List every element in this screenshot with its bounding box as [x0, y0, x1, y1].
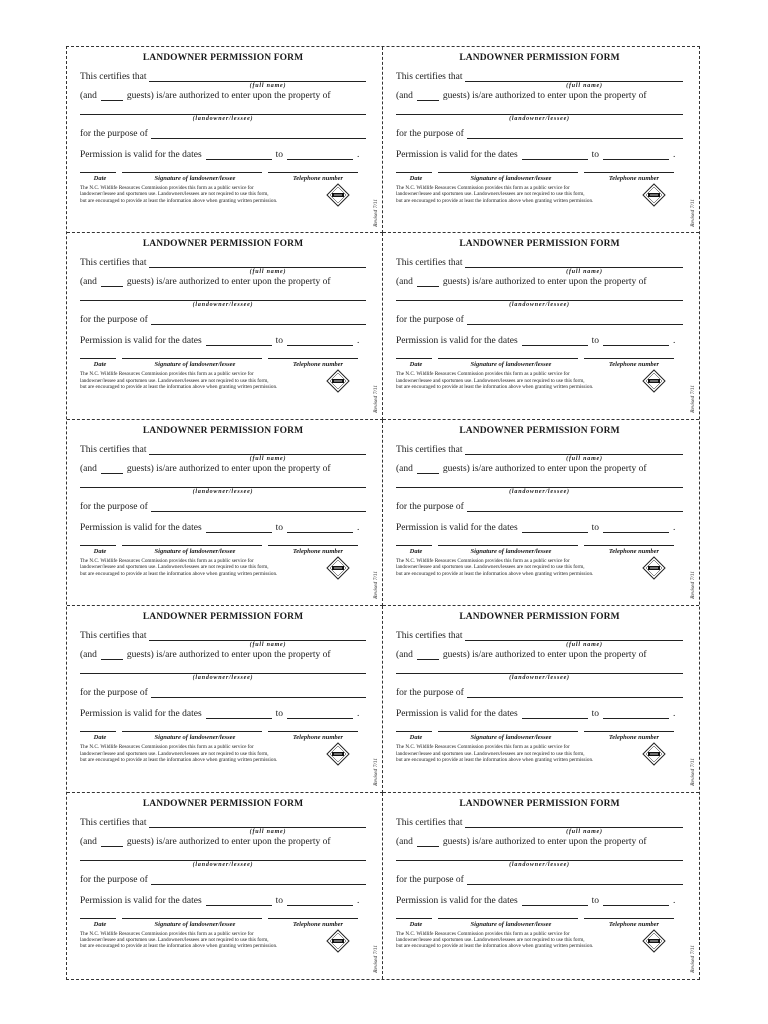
landowner-caption: (landowner/lessee)	[192, 861, 254, 868]
notice-line: The N.C. Wildlife Resources Commission provides this form as a public service for	[80, 371, 254, 378]
landowner-caption: (landowner/lessee)	[192, 302, 254, 309]
ncwrc-diamond-logo-icon	[642, 183, 666, 207]
full-name-caption: (full name)	[249, 269, 287, 276]
telephone-field[interactable]	[584, 356, 674, 359]
guest-count-field[interactable]	[417, 465, 439, 474]
notice-line: but are encouraged to provide at least the information above when granting written permission.	[80, 943, 278, 950]
full-name-field[interactable]	[149, 632, 366, 641]
certifies-label: This certifies that	[396, 72, 463, 82]
purpose-field[interactable]	[151, 130, 366, 139]
certifies-label: This certifies that	[80, 258, 147, 269]
signature-label: Signature of landowner/lessee	[154, 920, 236, 928]
purpose-field[interactable]	[151, 316, 366, 325]
guests-label: guests) is/are authorized to enter upon the property of	[442, 650, 647, 661]
period: .	[357, 522, 360, 533]
date-field[interactable]	[80, 356, 116, 359]
signature-field[interactable]	[122, 543, 262, 546]
landowner-permission-form	[67, 606, 383, 792]
purpose-field[interactable]	[467, 503, 683, 512]
purpose-label: for the purpose of	[80, 501, 148, 512]
landowner-field[interactable]	[80, 287, 366, 301]
notice-text	[80, 744, 320, 766]
purpose-field[interactable]	[467, 130, 683, 139]
full-name-caption: (full name)	[566, 828, 603, 835]
telephone-field[interactable]	[268, 916, 358, 919]
landowner-field[interactable]	[80, 474, 366, 488]
notice-text	[80, 185, 320, 207]
notice-line: The N.C. Wildlife Resources Commission provides this form as a public service for	[80, 185, 254, 191]
end-date-field[interactable]	[603, 151, 669, 160]
ncwrc-diamond-logo-icon	[642, 556, 666, 580]
landowner-field[interactable]	[80, 101, 366, 115]
signature-label: Signature of landowner/lessee	[154, 175, 236, 182]
signature-field[interactable]	[438, 729, 578, 732]
full-name-field[interactable]	[465, 73, 683, 82]
period: .	[673, 522, 676, 533]
notice-line: but are encouraged to provide at least the information above when granting written permission.	[396, 197, 594, 204]
purpose-field[interactable]	[151, 876, 366, 885]
to-label: to	[275, 895, 284, 906]
date-field[interactable]	[396, 356, 432, 359]
ncwrc-diamond-logo-icon	[326, 742, 350, 766]
guest-count-field[interactable]	[417, 278, 439, 287]
guest-count-field[interactable]	[417, 838, 439, 847]
ncwrc-diamond-logo-icon	[642, 742, 666, 766]
telephone-field[interactable]	[268, 170, 358, 173]
signature-field[interactable]	[438, 356, 578, 359]
guest-count-field[interactable]	[417, 651, 439, 660]
landowner-permission-form	[383, 420, 699, 606]
full-name-caption: (full name)	[566, 269, 603, 276]
start-date-field[interactable]	[206, 337, 272, 346]
date-label: Date	[93, 920, 107, 928]
revised-date: Revised 7/11	[373, 757, 379, 786]
certifies-label: This certifies that	[396, 444, 463, 455]
dates-label: Permission is valid for the dates	[80, 709, 202, 720]
purpose-label: for the purpose of	[80, 315, 148, 326]
period: .	[673, 336, 676, 347]
full-name-caption: (full name)	[566, 83, 603, 89]
signature-field[interactable]	[122, 916, 262, 919]
notice-line: but are encouraged to provide at least the information above when granting written permission.	[396, 943, 594, 950]
guests-label: guests) is/are authorized to enter upon the property of	[126, 650, 331, 661]
guests-label: guests) is/are authorized to enter upon the property of	[442, 463, 647, 474]
landowner-permission-form	[67, 793, 383, 979]
period: .	[357, 336, 360, 347]
notice-line: but are encouraged to provide at least the information above when granting written permission.	[80, 757, 278, 763]
start-date-field[interactable]	[206, 710, 272, 719]
signature-label: Signature of landowner/lessee	[154, 361, 236, 369]
notice-line: The N.C. Wildlife Resources Commission provides this form as a public service for	[396, 371, 570, 378]
landowner-caption: (landowner/lessee)	[192, 675, 254, 682]
landowner-caption: (landowner/lessee)	[509, 861, 570, 868]
date-label: Date	[409, 175, 423, 182]
notice-text	[80, 371, 320, 393]
start-date-field[interactable]	[522, 710, 588, 719]
guests-label: guests) is/are authorized to enter upon the property of	[126, 91, 331, 101]
guests-label: guests) is/are authorized to enter upon the property of	[126, 463, 331, 474]
dates-label: Permission is valid for the dates	[396, 709, 518, 720]
form-title: LANDOWNER PERMISSION FORM	[142, 53, 304, 63]
date-field[interactable]	[80, 916, 116, 919]
landowner-field[interactable]	[80, 847, 366, 861]
telephone-field[interactable]	[268, 729, 358, 732]
form-title: LANDOWNER PERMISSION FORM	[459, 798, 620, 809]
notice-line: landowner/lessee and sportsmen use. Landowners/lessees are not required to use this form,	[80, 377, 269, 384]
revised-date: Revised 7/11	[373, 571, 379, 600]
telephone-field[interactable]	[268, 543, 358, 546]
telephone-label: Telephone number	[608, 920, 660, 928]
date-label: Date	[409, 361, 423, 369]
telephone-label: Telephone number	[292, 920, 344, 928]
guest-count-field[interactable]	[101, 278, 123, 287]
certifies-label: This certifies that	[80, 444, 147, 455]
end-date-field[interactable]	[603, 897, 669, 906]
date-field[interactable]	[396, 729, 432, 732]
start-date-field[interactable]	[522, 337, 588, 346]
certifies-label: This certifies that	[396, 631, 463, 642]
landowner-caption: (landowner/lessee)	[192, 116, 254, 122]
landowner-permission-form	[383, 47, 699, 233]
full-name-caption: (full name)	[566, 455, 603, 462]
certifies-label: This certifies that	[80, 817, 147, 828]
telephone-field[interactable]	[584, 729, 674, 732]
purpose-label: for the purpose of	[396, 315, 464, 326]
landowner-field[interactable]	[396, 847, 683, 861]
and-label: (and	[80, 277, 97, 288]
purpose-field[interactable]	[467, 689, 683, 698]
notice-line: landowner/lessee and sportsmen use. Landowners/lessees are not required to use this form,	[396, 750, 585, 757]
date-label: Date	[93, 547, 107, 555]
signature-field[interactable]	[122, 356, 262, 359]
date-label: Date	[93, 361, 107, 369]
notice-line: The N.C. Wildlife Resources Commission provides this form as a public service for	[396, 185, 570, 191]
to-label: to	[591, 150, 600, 160]
signature-label: Signature of landowner/lessee	[154, 547, 236, 555]
full-name-caption: (full name)	[249, 828, 287, 835]
to-label: to	[591, 522, 600, 533]
ncwrc-diamond-logo-icon	[642, 369, 666, 393]
guest-count-field[interactable]	[101, 651, 123, 660]
end-date-field[interactable]	[603, 710, 669, 719]
form-title: LANDOWNER PERMISSION FORM	[459, 239, 620, 250]
full-name-caption: (full name)	[566, 642, 603, 649]
notice-text	[80, 558, 320, 580]
end-date-field[interactable]	[287, 151, 353, 160]
full-name-field[interactable]	[149, 259, 366, 268]
date-label: Date	[409, 920, 423, 928]
dates-label: Permission is valid for the dates	[80, 895, 202, 906]
dates-label: Permission is valid for the dates	[80, 150, 202, 160]
telephone-field[interactable]	[584, 543, 674, 546]
telephone-label: Telephone number	[608, 734, 660, 742]
notice-line: but are encouraged to provide at least the information above when granting written permission.	[80, 570, 278, 577]
landowner-field[interactable]	[396, 474, 683, 488]
full-name-field[interactable]	[149, 819, 366, 828]
date-field[interactable]	[80, 170, 116, 173]
purpose-label: for the purpose of	[396, 129, 464, 139]
notice-line: but are encouraged to provide at least the information above when granting written permission.	[80, 197, 278, 204]
period: .	[673, 895, 676, 906]
start-date-field[interactable]	[206, 897, 272, 906]
notice-text	[396, 371, 636, 393]
landowner-permission-form	[383, 793, 699, 979]
revised-date: Revised 7/11	[373, 945, 379, 973]
full-name-field[interactable]	[149, 73, 366, 82]
notice-line: The N.C. Wildlife Resources Commission provides this form as a public service for	[80, 744, 254, 751]
and-label: (and	[396, 463, 413, 474]
start-date-field[interactable]	[522, 897, 588, 906]
landowner-field[interactable]	[396, 101, 683, 115]
landowner-permission-form	[67, 233, 383, 419]
end-date-field[interactable]	[603, 337, 669, 346]
notice-text	[396, 931, 636, 953]
landowner-field[interactable]	[396, 660, 683, 674]
date-label: Date	[93, 175, 107, 182]
notice-line: The N.C. Wildlife Resources Commission provides this form as a public service for	[80, 557, 254, 564]
signature-label: Signature of landowner/lessee	[470, 361, 552, 369]
telephone-label: Telephone number	[608, 361, 660, 369]
and-label: (and	[80, 463, 97, 474]
notice-line: but are encouraged to provide at least the information above when granting written permission.	[396, 384, 594, 391]
guests-label: guests) is/are authorized to enter upon the property of	[126, 836, 331, 847]
notice-line: The N.C. Wildlife Resources Commission provides this form as a public service for	[396, 557, 570, 564]
purpose-label: for the purpose of	[80, 688, 148, 699]
notice-text	[396, 744, 636, 766]
dates-label: Permission is valid for the dates	[396, 895, 518, 906]
notice-text	[396, 185, 636, 207]
full-name-caption: (full name)	[249, 83, 287, 89]
purpose-field[interactable]	[467, 876, 683, 885]
signature-field[interactable]	[438, 916, 578, 919]
dates-label: Permission is valid for the dates	[396, 150, 518, 160]
notice-line: The N.C. Wildlife Resources Commission provides this form as a public service for	[80, 930, 254, 937]
notice-line: but are encouraged to provide at least the information above when granting written permission.	[396, 757, 594, 763]
landowner-caption: (landowner/lessee)	[509, 488, 570, 495]
landowner-permission-form	[383, 233, 699, 419]
form-title: LANDOWNER PERMISSION FORM	[142, 425, 304, 436]
to-label: to	[591, 709, 600, 720]
notice-text	[396, 558, 636, 580]
guests-label: guests) is/are authorized to enter upon the property of	[126, 277, 331, 288]
period: .	[673, 709, 676, 720]
start-date-field[interactable]	[522, 524, 588, 533]
signature-label: Signature of landowner/lessee	[470, 734, 552, 742]
permission-form-sheet	[66, 46, 700, 980]
ncwrc-diamond-logo-icon	[326, 369, 350, 393]
ncwrc-diamond-logo-icon	[326, 556, 350, 580]
guests-label: guests) is/are authorized to enter upon the property of	[442, 91, 647, 101]
revised-date: Revised 7/11	[690, 571, 696, 600]
signature-label: Signature of landowner/lessee	[470, 920, 552, 928]
guest-count-field[interactable]	[101, 92, 123, 101]
notice-line: landowner/lessee and sportsmen use. Landowners/lessees are not required to use this form,	[80, 564, 269, 571]
notice-line: landowner/lessee and sportsmen use. Landowners/lessees are not required to use this form,	[396, 564, 585, 571]
notice-text	[80, 931, 320, 953]
telephone-label: Telephone number	[608, 547, 660, 555]
landowner-caption: (landowner/lessee)	[509, 675, 570, 682]
signature-label: Signature of landowner/lessee	[470, 547, 552, 555]
purpose-label: for the purpose of	[80, 129, 148, 139]
purpose-label: for the purpose of	[396, 874, 464, 885]
telephone-label: Telephone number	[292, 734, 344, 742]
certifies-label: This certifies that	[80, 631, 147, 642]
full-name-field[interactable]	[465, 446, 683, 455]
landowner-caption: (landowner/lessee)	[509, 116, 570, 122]
revised-date: Revised 7/11	[373, 384, 379, 413]
form-title: LANDOWNER PERMISSION FORM	[142, 612, 304, 623]
and-label: (and	[80, 650, 97, 661]
period: .	[357, 895, 360, 906]
start-date-field[interactable]	[206, 524, 272, 533]
certifies-label: This certifies that	[396, 258, 463, 269]
guests-label: guests) is/are authorized to enter upon the property of	[442, 836, 647, 847]
revised-date: Revised 7/11	[690, 198, 696, 227]
telephone-field[interactable]	[268, 356, 358, 359]
and-label: (and	[396, 91, 413, 101]
form-title: LANDOWNER PERMISSION FORM	[142, 798, 304, 809]
signature-field[interactable]	[122, 170, 262, 173]
date-field[interactable]	[396, 543, 432, 546]
ncwrc-diamond-logo-icon	[326, 929, 350, 953]
form-title: LANDOWNER PERMISSION FORM	[459, 53, 620, 63]
dates-label: Permission is valid for the dates	[396, 336, 518, 347]
date-label: Date	[409, 547, 423, 555]
landowner-permission-form	[383, 606, 699, 792]
date-field[interactable]	[80, 543, 116, 546]
notice-line: The N.C. Wildlife Resources Commission provides this form as a public service for	[396, 930, 570, 937]
ncwrc-diamond-logo-icon	[642, 929, 666, 953]
notice-line: landowner/lessee and sportsmen use. Landowners/lessees are not required to use this form,	[80, 750, 269, 757]
revised-date: Revised 7/11	[690, 384, 696, 413]
and-label: (and	[80, 836, 97, 847]
end-date-field[interactable]	[287, 337, 353, 346]
guest-count-field[interactable]	[101, 838, 123, 847]
signature-field[interactable]	[122, 729, 262, 732]
notice-line: but are encouraged to provide at least the information above when granting written permission.	[80, 384, 278, 391]
telephone-label: Telephone number	[292, 547, 344, 555]
end-date-field[interactable]	[603, 524, 669, 533]
to-label: to	[591, 895, 600, 906]
certifies-label: This certifies that	[80, 72, 147, 82]
guest-count-field[interactable]	[417, 92, 439, 101]
landowner-caption: (landowner/lessee)	[192, 488, 254, 495]
notice-line: but are encouraged to provide at least the information above when granting written permission.	[396, 570, 594, 577]
signature-field[interactable]	[438, 543, 578, 546]
end-date-field[interactable]	[287, 524, 353, 533]
form-title: LANDOWNER PERMISSION FORM	[142, 239, 304, 250]
notice-line: landowner/lessee and sportsmen use. Landowners/lessees are not required to use this form,	[80, 937, 269, 943]
certifies-label: This certifies that	[396, 817, 463, 828]
purpose-label: for the purpose of	[80, 874, 148, 885]
to-label: to	[275, 709, 284, 720]
dates-label: Permission is valid for the dates	[80, 522, 202, 533]
revised-date: Revised 7/11	[373, 198, 379, 227]
dates-label: Permission is valid for the dates	[80, 336, 202, 347]
to-label: to	[275, 336, 284, 347]
dates-label: Permission is valid for the dates	[396, 522, 518, 533]
purpose-label: for the purpose of	[396, 501, 464, 512]
telephone-label: Telephone number	[608, 175, 660, 182]
notice-line: landowner/lessee and sportsmen use. Landowners/lessees are not required to use this form,	[396, 191, 585, 198]
to-label: to	[275, 150, 284, 160]
full-name-field[interactable]	[465, 632, 683, 641]
guest-count-field[interactable]	[101, 465, 123, 474]
ncwrc-diamond-logo-icon	[326, 183, 350, 207]
signature-field[interactable]	[438, 170, 578, 173]
and-label: (and	[80, 91, 97, 101]
period: .	[673, 150, 676, 160]
telephone-label: Telephone number	[292, 361, 344, 369]
revised-date: Revised 7/11	[690, 757, 696, 786]
notice-line: landowner/lessee and sportsmen use. Landowners/lessees are not required to use this form,	[396, 377, 585, 384]
landowner-permission-form	[67, 420, 383, 606]
landowner-field[interactable]	[80, 660, 366, 674]
to-label: to	[591, 336, 600, 347]
end-date-field[interactable]	[287, 897, 353, 906]
purpose-field[interactable]	[467, 316, 683, 325]
and-label: (and	[396, 277, 413, 288]
signature-label: Signature of landowner/lessee	[470, 175, 552, 182]
start-date-field[interactable]	[522, 151, 588, 160]
notice-line: The N.C. Wildlife Resources Commission provides this form as a public service for	[396, 744, 570, 751]
signature-label: Signature of landowner/lessee	[154, 734, 236, 742]
full-name-field[interactable]	[465, 819, 683, 828]
landowner-permission-form	[67, 47, 383, 233]
purpose-field[interactable]	[151, 689, 366, 698]
telephone-field[interactable]	[584, 170, 674, 173]
purpose-label: for the purpose of	[396, 688, 464, 699]
form-title: LANDOWNER PERMISSION FORM	[459, 425, 620, 436]
date-label: Date	[409, 734, 423, 742]
and-label: (and	[396, 650, 413, 661]
and-label: (and	[396, 836, 413, 847]
date-field[interactable]	[396, 170, 432, 173]
purpose-field[interactable]	[151, 503, 366, 512]
guests-label: guests) is/are authorized to enter upon the property of	[442, 277, 647, 288]
date-label: Date	[93, 734, 107, 742]
revised-date: Revised 7/11	[690, 945, 696, 973]
full-name-caption: (full name)	[249, 642, 287, 649]
landowner-caption: (landowner/lessee)	[509, 302, 570, 309]
notice-line: landowner/lessee and sportsmen use. Landowners/lessees are not required to use this form,	[396, 937, 585, 943]
telephone-label: Telephone number	[292, 175, 344, 182]
period: .	[357, 150, 360, 160]
telephone-field[interactable]	[584, 916, 674, 919]
full-name-field[interactable]	[149, 446, 366, 455]
start-date-field[interactable]	[206, 151, 272, 160]
landowner-field[interactable]	[396, 287, 683, 301]
date-field[interactable]	[396, 916, 432, 919]
form-title: LANDOWNER PERMISSION FORM	[459, 612, 620, 623]
notice-line: landowner/lessee and sportsmen use. Landowners/lessees are not required to use this form,	[80, 191, 269, 198]
period: .	[357, 709, 360, 720]
date-field[interactable]	[80, 729, 116, 732]
to-label: to	[275, 522, 284, 533]
full-name-field[interactable]	[465, 259, 683, 268]
full-name-caption: (full name)	[249, 455, 287, 462]
end-date-field[interactable]	[287, 710, 353, 719]
